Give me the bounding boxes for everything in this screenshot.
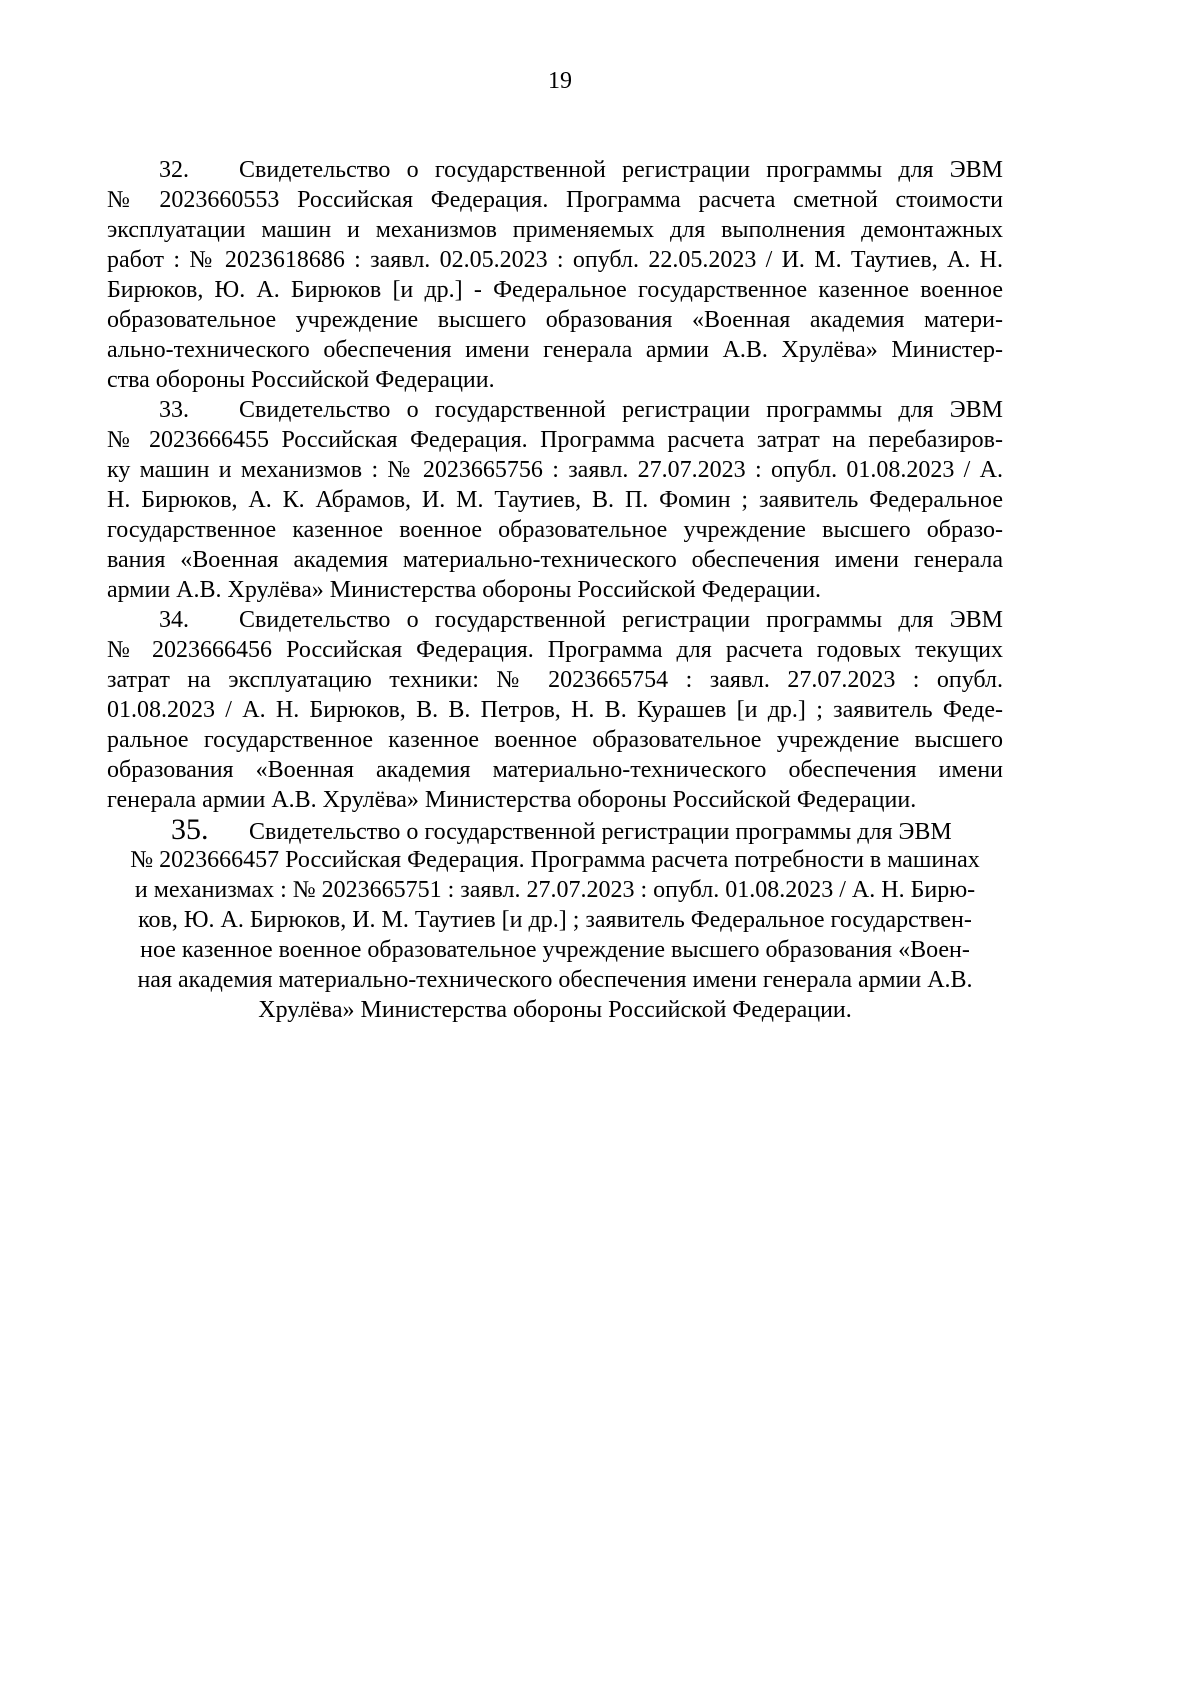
- entry-line: ков, Ю. А. Бирюков, И. М. Таутиев [и др.] ; заявитель Федеральное государствен-: [138, 907, 972, 933]
- entry-line: образования «Военная академия материально-технического обеспечения имени: [107, 757, 1003, 783]
- entry-line: № 2023666455 Российская Федерация. Программа расчета затрат на перебазиров-: [107, 427, 1003, 453]
- entry-line: ку машин и механизмов : № 2023665756 : заявл. 27.07.2023 : опубл. 01.08.2023 / А.: [107, 457, 1003, 483]
- entry-line: и механизмах : № 2023665751 : заявл. 27.07.2023 : опубл. 01.08.2023 / А. Н. Бирю-: [134, 877, 976, 903]
- entry-first-line: [107, 815, 1003, 845]
- reference-entry-34: [107, 605, 1003, 815]
- entry-line: Хрулёва» Министерства обороны Российской Федерации.: [258, 997, 852, 1023]
- entry-number: 34.: [159, 607, 189, 633]
- entry-line: эксплуатации машин и механизмов применяемых для выполнения демонтажных: [107, 217, 1003, 243]
- entry-number: 33.: [159, 397, 189, 423]
- reference-entry-35: [107, 815, 1003, 1025]
- entry-line: Бирюков, Ю. А. Бирюков [и др.] - Федеральное государственное казенное военное: [107, 277, 1003, 303]
- entry-line: генерала армии А.В. Хрулёва» Министерства обороны Российской Федерации.: [107, 787, 917, 813]
- entry-line: вания «Военная академия материально-технического обеспечения имени генерала: [107, 547, 1003, 573]
- entry-line: ральное государственное казенное военное образовательное учреждение высшего: [107, 727, 1003, 753]
- entry-line: Свидетельство о государственной регистрации программы для ЭВМ: [249, 819, 952, 845]
- entry-line: 01.08.2023 / А. Н. Бирюков, В. В. Петров, Н. В. Курашев [и др.] ; заявитель Феде-: [107, 697, 1003, 723]
- entry-line: ная академия материально-технического обеспечения имени генерала армии А.В.: [137, 967, 973, 993]
- page-number: 19: [548, 68, 572, 94]
- entry-line: № 2023666456 Российская Федерация. Программа для расчета годовых текущих: [107, 637, 1003, 663]
- entry-number: 35.: [171, 813, 209, 846]
- entry-line: ное казенное военное образовательное учреждение высшего образования «Воен-: [140, 937, 970, 963]
- document-body: [107, 155, 1003, 1025]
- entry-line: образовательное учреждение высшего образования «Военная академия матери-: [107, 307, 1003, 333]
- entry-line: № 2023666457 Российская Федерация. Программа расчета потребности в машинах: [130, 847, 980, 873]
- entry-first-line: [107, 605, 1003, 635]
- entry-line: армии А.В. Хрулёва» Министерства обороны Российской Федерации.: [107, 577, 822, 603]
- reference-entry-33: [107, 395, 1003, 605]
- entry-line: Свидетельство о государственной регистрации программы для ЭВМ: [239, 157, 1003, 183]
- entry-line: Свидетельство о государственной регистрации программы для ЭВМ: [239, 397, 1003, 423]
- entry-first-line: [107, 395, 1003, 425]
- entry-first-line: [107, 155, 1003, 185]
- entry-number: 32.: [159, 157, 189, 183]
- entry-line: № 2023660553 Российская Федерация. Программа расчета сметной стоимости: [107, 187, 1003, 213]
- entry-line: ства обороны Российской Федерации.: [107, 367, 495, 393]
- entry-line: Свидетельство о государственной регистрации программы для ЭВМ: [239, 607, 1003, 633]
- entry-line: государственное казенное военное образовательное учреждение высшего образо-: [107, 517, 1003, 543]
- entry-line: ально-технического обеспечения имени генерала армии А.В. Хрулёва» Министер-: [107, 337, 1003, 363]
- entry-line: работ : № 2023618686 : заявл. 02.05.2023 : опубл. 22.05.2023 / И. М. Таутиев, А. Н.: [107, 247, 1003, 273]
- reference-entry-32: [107, 155, 1003, 395]
- entry-line: затрат на эксплуатацию техники: № 2023665754 : заявл. 27.07.2023 : опубл.: [107, 667, 1003, 693]
- entry-line: Н. Бирюков, А. К. Абрамов, И. М. Таутиев, В. П. Фомин ; заявитель Федеральное: [107, 487, 1003, 513]
